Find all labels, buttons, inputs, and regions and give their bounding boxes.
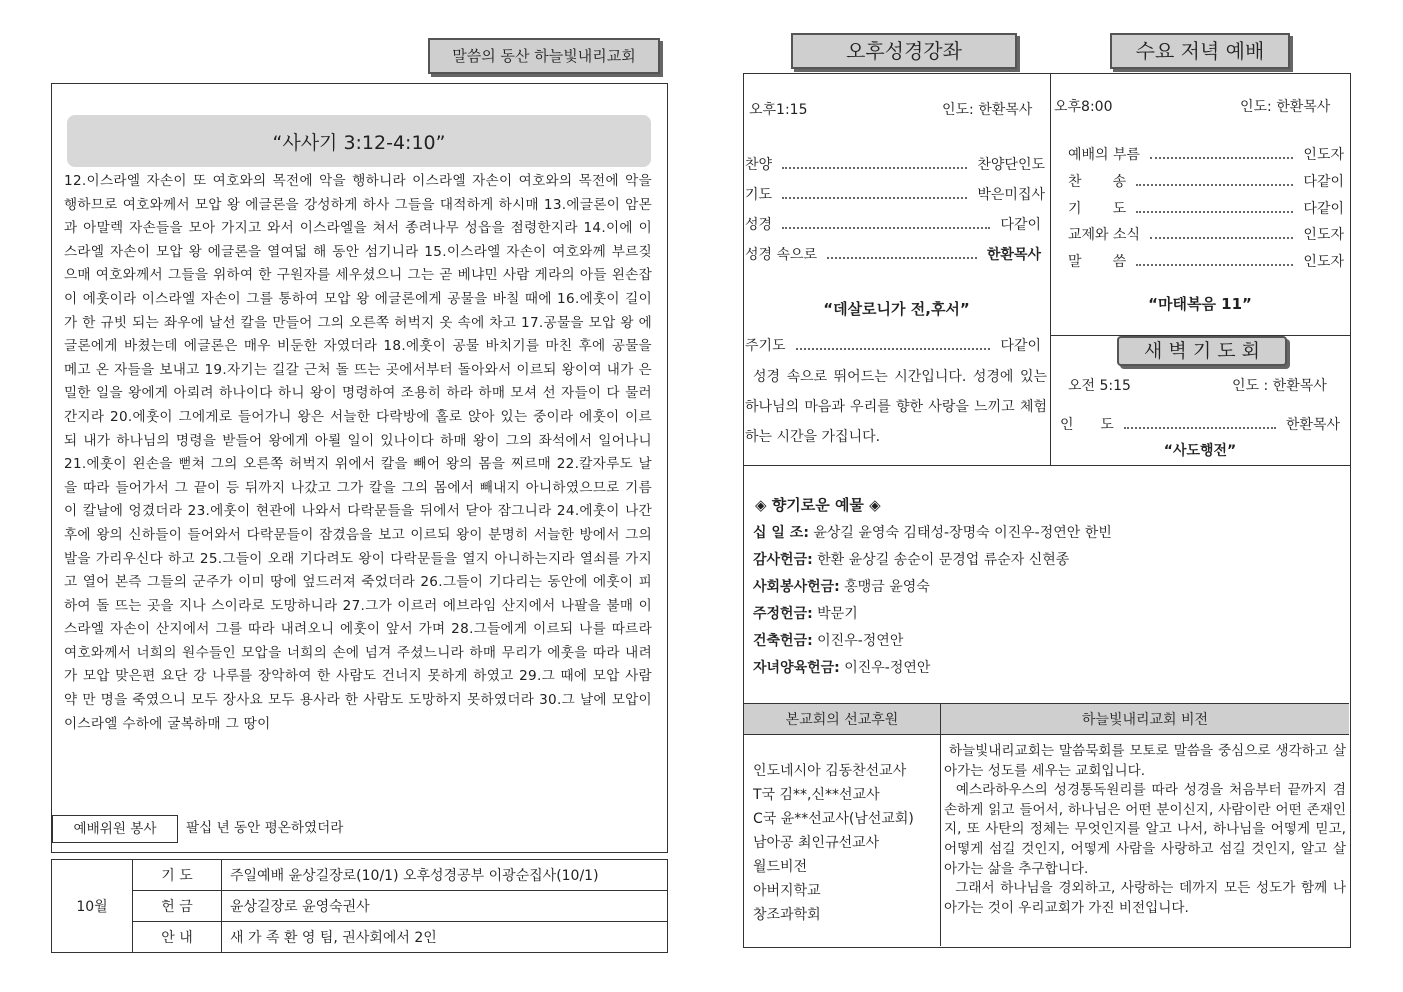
item-value: 인도자: [1303, 147, 1344, 163]
mission-item: 창조과학회: [753, 907, 821, 923]
afternoon-item: [745, 154, 1045, 174]
wednesday-item: [1068, 224, 1344, 244]
wednesday-leader: 인도: 한환목사: [1240, 99, 1331, 115]
scripture-text: 12.이스라엘 자손이 또 여호와의 목전에 악을 행하니라 이스라엘 자손이 여호와의 목전에 악을 행하므로 여호와께서 모압 왕 에글론을 강성하게 하사 그들을 대적하게 하시매 13.에글론이 암몬과 아말렉 자손들을 모아 가지고 와서 이스라엘을 쳐서 종려나무 성읍을 점령한지라 14.이에 이스라엘 자손이 모압 왕 에글론을 열여덟 해 동안 섬기니라 15.이스라엘 자손이 여호와께 부르짖으매 여호와께서 그들을 위하여 한 구원자를 세우셨으니 그는 곧 베냐민 사람 게라의 아들 왼손잡이 에훗이라 이스라엘 자손이 그를 통하여 모압 왕 에글론에게 공물을 바칠 때에 16.에훗이 길이가 한 규빗 되는 좌우에 날선 칼을 만들어 그의 오른쪽 허벅지 옷 속에 차고 17.공물을 모압 왕 에글론에게 바쳤는데 에글론은 매우 비둔한 자였더라 18.에훗이 공물 바치기를 마친 후에 공물을 메고 온 자들을 보내고 19.자기는 길갈 근처 돌 뜨는 곳에서부터 돌아와서 이르되 왕이여 내가 은밀한 일을 왕에게 아뢰려 하나이다 하니 왕이 명령하여 조용히 하라 하매 모셔 선 자들이 다 물러간지라 20.에훗이 그에게로 들어가니 왕은 서늘한 다락방에 홀로 앉아 있는 중이라 에훗이 이르되 내가 하나님의 명령을 받들어 왕에게 아뢸 일이 있나이다 하매 왕이 그의 좌석에서 일어나니 21.에훗이 왼손을 뻗쳐 그의 오른쪽 허벅지 위에서 칼을 빼어 왕의 몸을 찌르매 22.칼자루도 날을 따라 들어가서 그 끝이 등 뒤까지 나갔고 그가 칼을 그의 몸에서 빼내지 아니하였으므로 기름이 칼날에 엉겼더라 23.에훗이 현관에 나와서 다락문들을 뒤에서 닫아 잠그니라 24.에훗이 나간 후에 왕의 신하들이 들어와서 다락문들이 잠겼음을 보고 이르되 왕이 분명히 서늘한 방에서 그의 발을 가리우신다 하고 25.그들이 오래 기다려도 왕이 다락문들을 열지 아니하는지라 열쇠를 가지고 열어 본즉 그들의 군주가 이미 땅에 엎드러져 죽었더라 26.그들이 기다리는 동안에 에훗이 피하여 돌 뜨는 곳을 지나 스이라로 도망하니라 27.그가 이르러 에브라임 산지에서 나팔을 불매 이스라엘 자손이 산지에서 그를 따라 내려오니 에훗이 앞서 가며 28.그들에게 이르되 나를 따르라 여호와께서 너희의 원수들인 모압을 너희의 손에 넘겨 주셨느니라 하매 무리가 에훗을 따라 내려가 모압 맞은편 요단 강 나루를 장악하여 한 사람도 건너지 못하게 하였고 29.그 때에 모압 사람 약 만 명을 죽였으니 모두 장사요 모두 용사라 한 사람도 도망하지 못하였더라 30.그 날에 모압이 이스라엘 수하에 굴복하매 그 땅이: [64, 173, 652, 732]
offerings-heading: ◈ 향기로운 예물 ◈: [755, 496, 881, 514]
missions-list: [753, 759, 914, 927]
afternoon-item: [745, 184, 1045, 204]
afternoon-time: 오후1:15: [749, 102, 808, 118]
wednesday-tag: 수요 저녁 예배: [1110, 33, 1290, 69]
item-label: 말 씀: [1068, 254, 1127, 270]
item-label: 찬 송: [1068, 174, 1127, 190]
wednesday-book: “마태복음 11”: [1148, 295, 1252, 313]
schedule-value: 주일예배 윤상길장로(10/1) 오후성경공부 이광순집사(10/1): [222, 860, 668, 891]
afternoon-item: [745, 214, 1041, 234]
item-label: 인 도: [1060, 417, 1114, 433]
item-value: 인도자: [1303, 254, 1344, 270]
dawn-book: “사도행전”: [1163, 443, 1237, 459]
mission-item: 남아공 최인규선교사: [753, 835, 880, 851]
offering-row: [753, 576, 930, 596]
overlap-label: 예배위원 봉사: [52, 815, 178, 843]
afternoon-item: [745, 244, 1041, 264]
vision-header: 하늘빛내리교회 비전: [1081, 712, 1209, 728]
wednesday-item: [1068, 171, 1344, 191]
divider: [743, 465, 1350, 466]
offering-names: 한환 윤상길 송순이 문경업 류순자 신현종: [817, 552, 1070, 568]
item-label: 교제와 소식: [1068, 227, 1141, 243]
offering-label: 건축헌금:: [753, 633, 813, 649]
offering-names: 이진우-정연안: [817, 633, 904, 649]
volunteer-schedule: [51, 859, 668, 953]
offering-names: 홍맹금 윤영숙: [844, 579, 930, 595]
schedule-label: 헌 금: [133, 891, 222, 922]
item-label: 예배의 부름: [1068, 147, 1141, 163]
offering-row: [753, 630, 903, 650]
divider: [1050, 73, 1051, 465]
offering-names: 이진우-정연안: [844, 660, 931, 676]
afternoon-tag: 오후성경강좌: [791, 33, 1017, 69]
item-value: 다같이: [1000, 338, 1041, 354]
item-label: 찬양: [745, 157, 773, 173]
schedule-month: 10월: [52, 860, 133, 953]
schedule-value: 윤상길장로 윤영숙권사: [222, 891, 668, 922]
schedule-value: 새 가 족 환 영 팀, 권사회에서 2인: [222, 922, 668, 953]
item-value: 다같이: [1303, 174, 1344, 190]
offering-label: 주정헌금:: [753, 606, 813, 622]
offering-label: 사회봉사헌금:: [753, 579, 840, 595]
dawn-tag: 새 벽 기 도 회: [1117, 336, 1287, 366]
dawn-leader: 인도 : 한환목사: [1232, 378, 1327, 394]
mission-item: 인도네시아 김동찬선교사: [753, 763, 907, 779]
wednesday-item: [1068, 144, 1344, 164]
dawn-time: 오전 5:15: [1068, 378, 1131, 394]
afternoon-leader: 인도: 한환목사: [942, 102, 1033, 118]
mission-item: 월드비전: [753, 859, 808, 875]
offering-names: 박문기: [817, 606, 858, 622]
offering-row: [753, 603, 858, 623]
divider: [940, 703, 941, 946]
scripture-title: “사사기 3:12-4:10”: [67, 115, 651, 167]
item-label: 기 도: [1068, 201, 1127, 217]
mission-item: C국 윤**선교사(남선교회): [753, 811, 914, 827]
item-label: 성경 속으로: [745, 247, 818, 263]
dawn-item: [1060, 414, 1340, 434]
item-value: 한환목사: [1285, 417, 1340, 433]
item-label: 기도: [745, 187, 773, 203]
mission-item: 아버지학교: [753, 883, 821, 899]
wednesday-time: 오후8:00: [1054, 99, 1113, 115]
item-value: 다같이: [1000, 217, 1041, 233]
afternoon-book: “데살로니가 전,후서”: [823, 300, 970, 318]
item-label: 주기도: [745, 338, 786, 354]
item-value: 다같이: [1303, 201, 1344, 217]
item-value: 박은미집사: [977, 187, 1045, 203]
item-value: 인도자: [1303, 227, 1344, 243]
missions-header: 본교회의 선교후원: [785, 712, 899, 728]
offering-label: 감사헌금:: [753, 552, 813, 568]
item-value: 찬양단인도: [977, 157, 1045, 173]
item-value: 한환목사: [986, 247, 1041, 263]
offering-label: 자녀양육헌금:: [753, 660, 840, 676]
wednesday-item: [1068, 198, 1344, 218]
offering-label: 십 일 조:: [753, 525, 809, 541]
church-tag: 말씀의 동산 하늘빛내리교회: [428, 38, 660, 74]
scripture-last-line: 팔십 년 동안 평온하였더라: [186, 820, 344, 836]
wednesday-item: [1068, 251, 1344, 271]
offering-row: [753, 549, 1069, 569]
afternoon-description: 성경 속으로 뛰어드는 시간입니다. 성경에 있는 하나님의 마음과 우리를 향한 사랑을 느끼고 체험하는 시간을 가집니다.: [745, 369, 1047, 445]
schedule-label: 안 내: [133, 922, 222, 953]
offering-names: 윤상길 윤영숙 김태성-장명숙 이진우-정연안 한빈: [813, 525, 1112, 541]
mission-item: T국 김**,신**선교사: [753, 787, 880, 803]
vision-text: 하늘빛내리교회는 말씀묵회를 모토로 말씀을 중심으로 생각하고 살아가는 성도를 세우는 교회입니다. 예스라하우스의 성경통독원리를 따라 성경을 처음부터 끝까지 겸손하게 읽고 들어서, 하나님은 어떤 분이신지, 사람이란 어떤 존재인지, 또 사탄의 정체는 무엇인지를 알고 나서, 하나님을 어떻게 믿고, 어떻게 섬길 것인지, 어떻게 사람을 사랑하고 섬길 것인지, 알고 살아가는 삶을 추구합니다. 그래서 하나님을 경외하고, 사랑하는 데까지 모든 성도가 함께 나아가는 것이 우리교회가 가진 비전입니다.: [944, 743, 1346, 916]
schedule-label: 기 도: [133, 860, 222, 891]
afternoon-closing: [745, 335, 1041, 355]
offering-row: [753, 657, 930, 677]
item-label: 성경: [745, 217, 773, 233]
offering-row: [753, 522, 1112, 542]
